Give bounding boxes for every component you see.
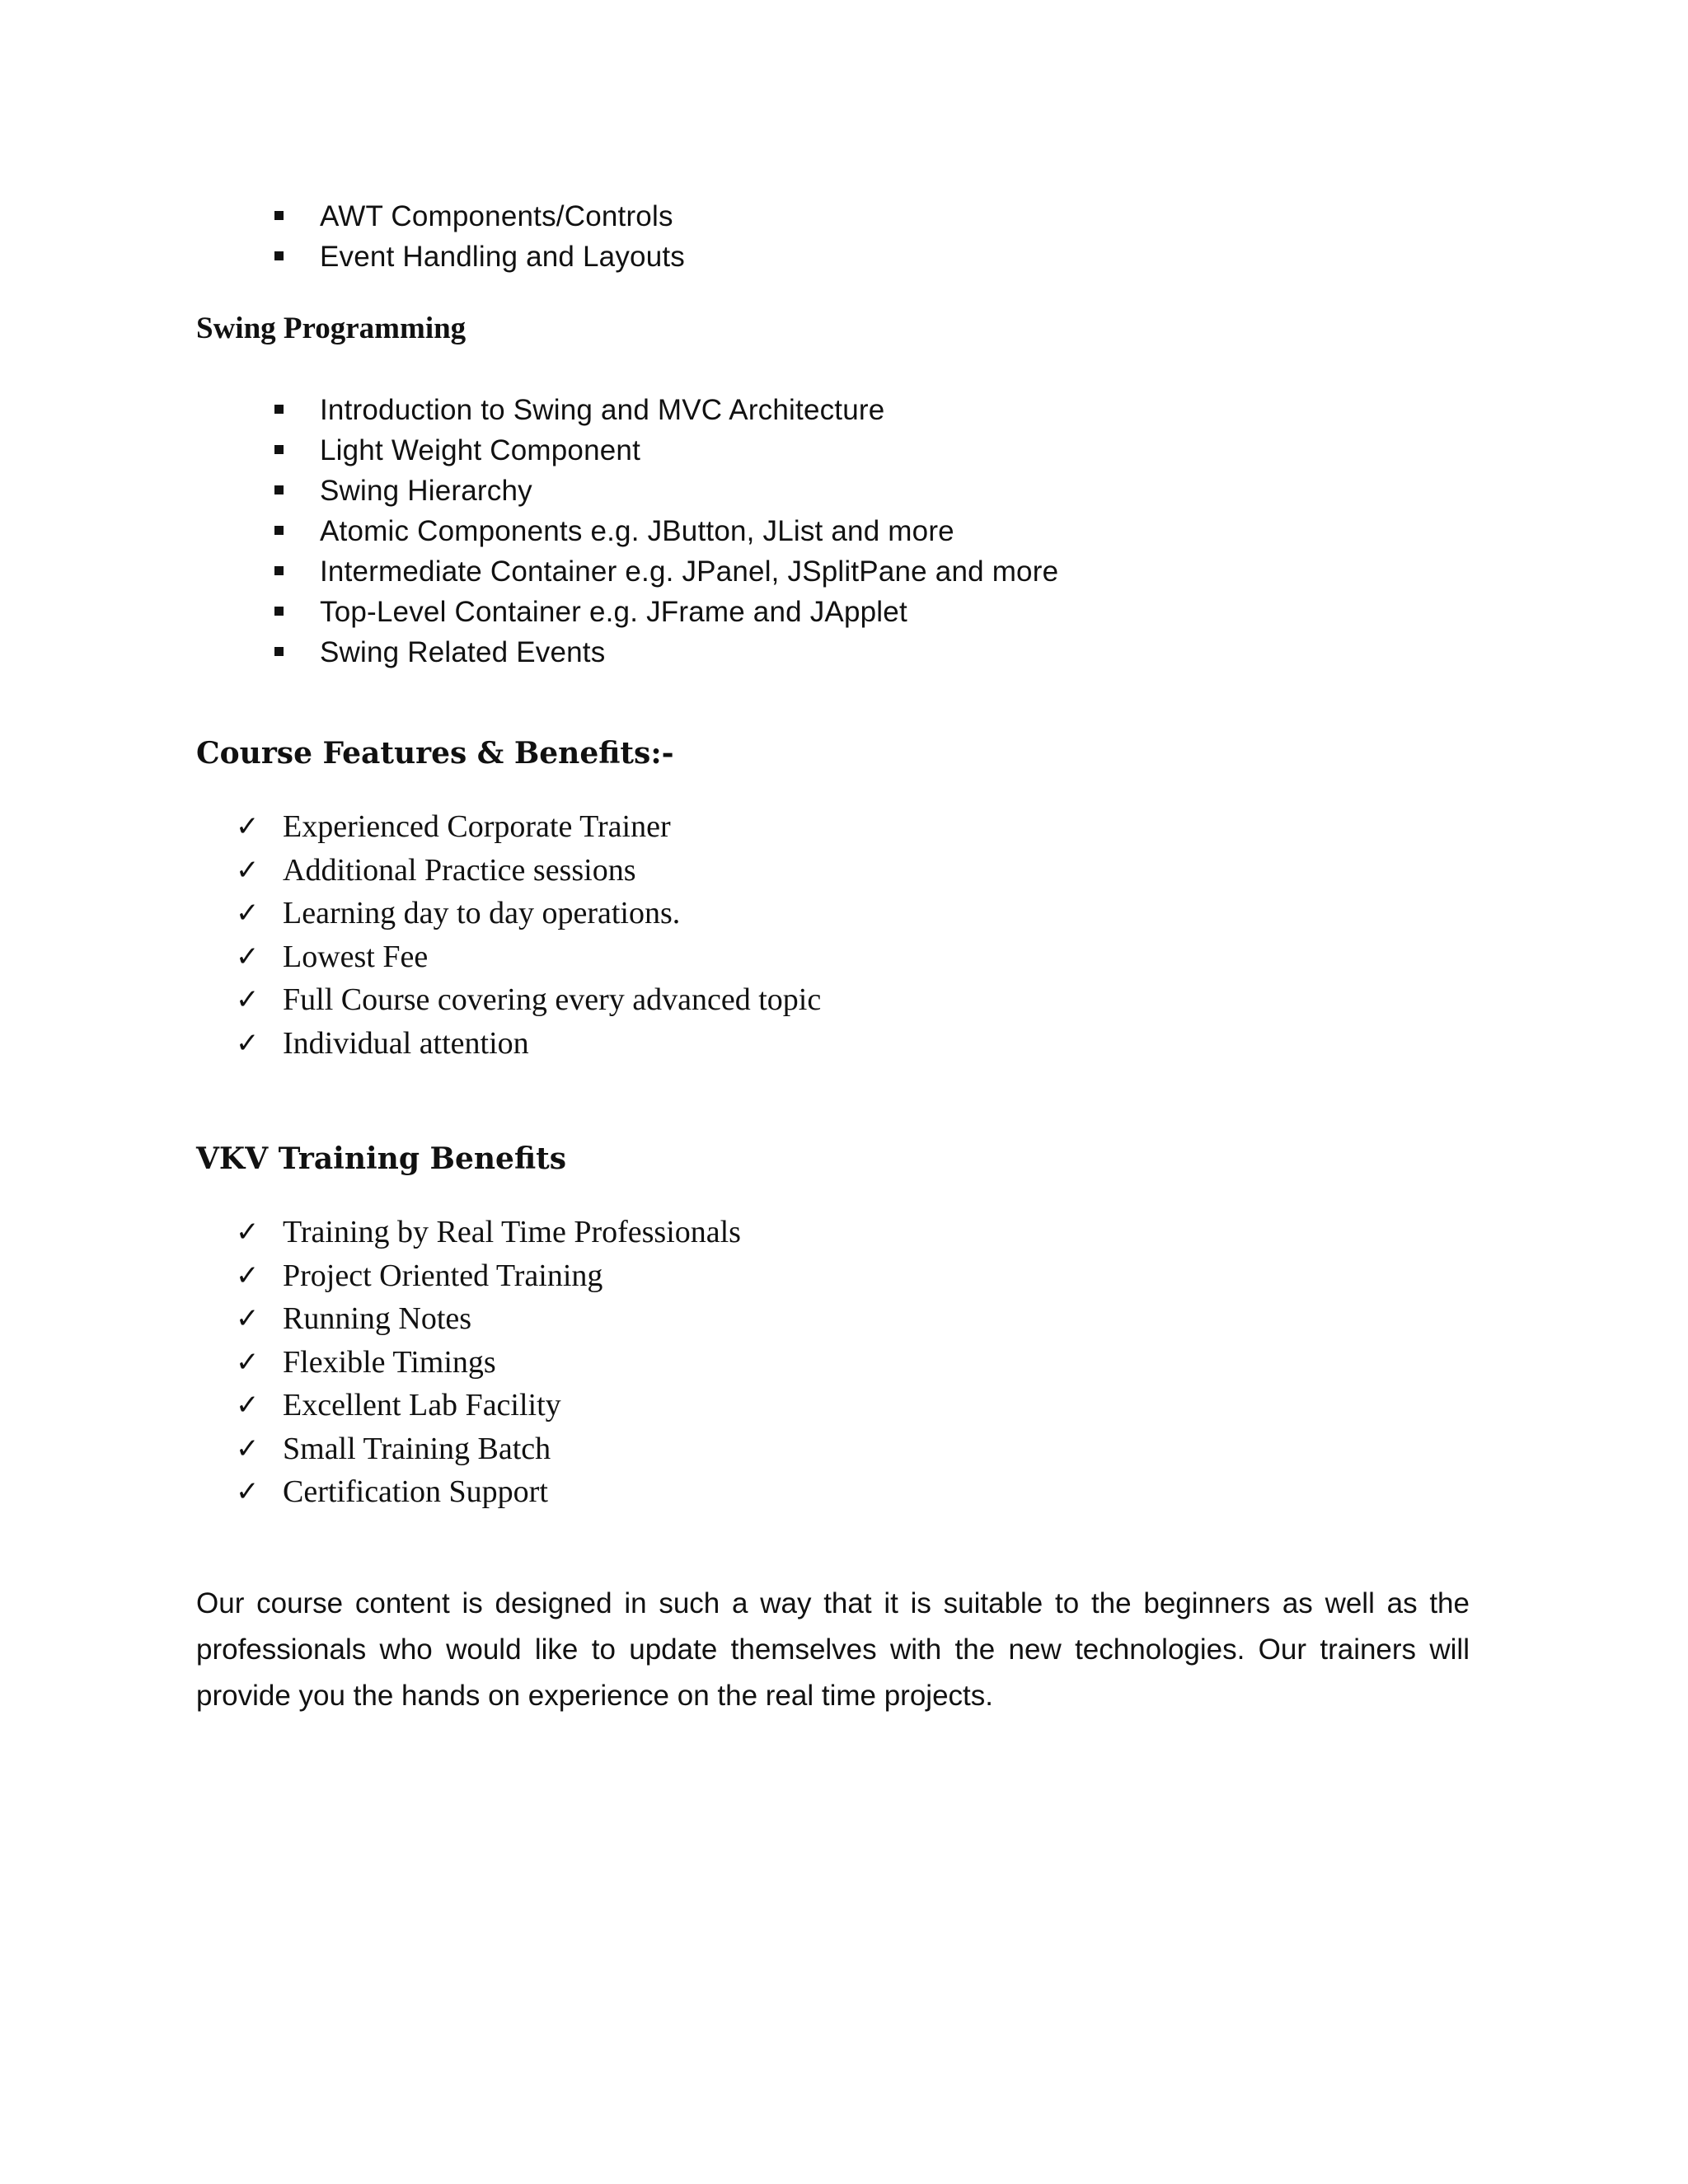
checkmark-icon: ✓ — [236, 1345, 260, 1379]
top-bullet-list — [274, 196, 685, 277]
checkmark-icon: ✓ — [236, 897, 260, 930]
list-item: Light Weight Component — [274, 430, 1058, 471]
list-item: ✓ Flexible Timings — [236, 1341, 741, 1385]
square-bullet-icon — [274, 647, 284, 656]
list-item: ✓ Certification Support — [236, 1470, 741, 1514]
square-bullet-icon — [274, 607, 284, 616]
list-item: ✓ Experienced Corporate Trainer — [236, 805, 821, 849]
list-item: ✓ Lowest Fee — [236, 935, 821, 979]
checkmark-icon: ✓ — [236, 1026, 260, 1060]
list-item: ✓ Project Oriented Training — [236, 1254, 741, 1298]
list-item: ✓ Additional Practice sessions — [236, 849, 821, 893]
list-item: AWT Components/Controls — [274, 196, 685, 237]
list-item: Intermediate Container e.g. JPanel, JSplitPane and more — [274, 551, 1058, 592]
checkmark-icon: ✓ — [236, 983, 260, 1016]
list-item: Event Handling and Layouts — [274, 237, 685, 277]
checkmark-icon: ✓ — [236, 1432, 260, 1465]
list-item: ✓ Full Course covering every advanced topic — [236, 978, 821, 1022]
list-item: Swing Hierarchy — [274, 471, 1058, 511]
list-item: ✓ Individual attention — [236, 1022, 821, 1066]
checkmark-icon: ✓ — [236, 1216, 260, 1249]
vkv-benefits-list — [236, 1211, 741, 1514]
list-item: ✓ Running Notes — [236, 1297, 741, 1341]
list-item: Introduction to Swing and MVC Architecture — [274, 390, 1058, 430]
list-item: Swing Related Events — [274, 632, 1058, 673]
checkmark-icon: ✓ — [236, 940, 260, 973]
list-item: Top-Level Container e.g. JFrame and JApplet — [274, 592, 1058, 632]
swing-programming-heading: Swing Programming — [196, 312, 467, 345]
list-item: ✓ Excellent Lab Facility — [236, 1384, 741, 1427]
square-bullet-icon — [274, 211, 284, 220]
checkmark-icon: ✓ — [236, 1302, 260, 1335]
list-item: ✓ Training by Real Time Professionals — [236, 1211, 741, 1254]
checkmark-icon: ✓ — [236, 1475, 260, 1508]
square-bullet-icon — [274, 445, 284, 454]
list-item: ✓ Learning day to day operations. — [236, 892, 821, 935]
course-features-heading: Course Features & Benefits:- — [196, 736, 674, 771]
square-bullet-icon — [274, 405, 284, 414]
checkmark-icon: ✓ — [236, 1389, 260, 1422]
checkmark-icon: ✓ — [236, 853, 260, 887]
square-bullet-icon — [274, 566, 284, 575]
checkmark-icon: ✓ — [236, 810, 260, 843]
list-item: ✓ Small Training Batch — [236, 1427, 741, 1471]
checkmark-icon: ✓ — [236, 1258, 260, 1292]
square-bullet-icon — [274, 526, 284, 535]
swing-topic-list — [274, 390, 1058, 673]
closing-paragraph: Our course content is designed in such a way that it is suitable to the beginners as well as the professionals who would like to update themselves with the new technologies. Our trainers will provide you the hands on experience on the real time projects. — [196, 1587, 1470, 1712]
list-item: Atomic Components e.g. JButton, JList and more — [274, 511, 1058, 551]
vkv-training-benefits-heading: VKV Training Benefits — [196, 1141, 567, 1176]
course-features-list — [236, 805, 821, 1065]
square-bullet-icon — [274, 251, 284, 260]
square-bullet-icon — [274, 485, 284, 494]
